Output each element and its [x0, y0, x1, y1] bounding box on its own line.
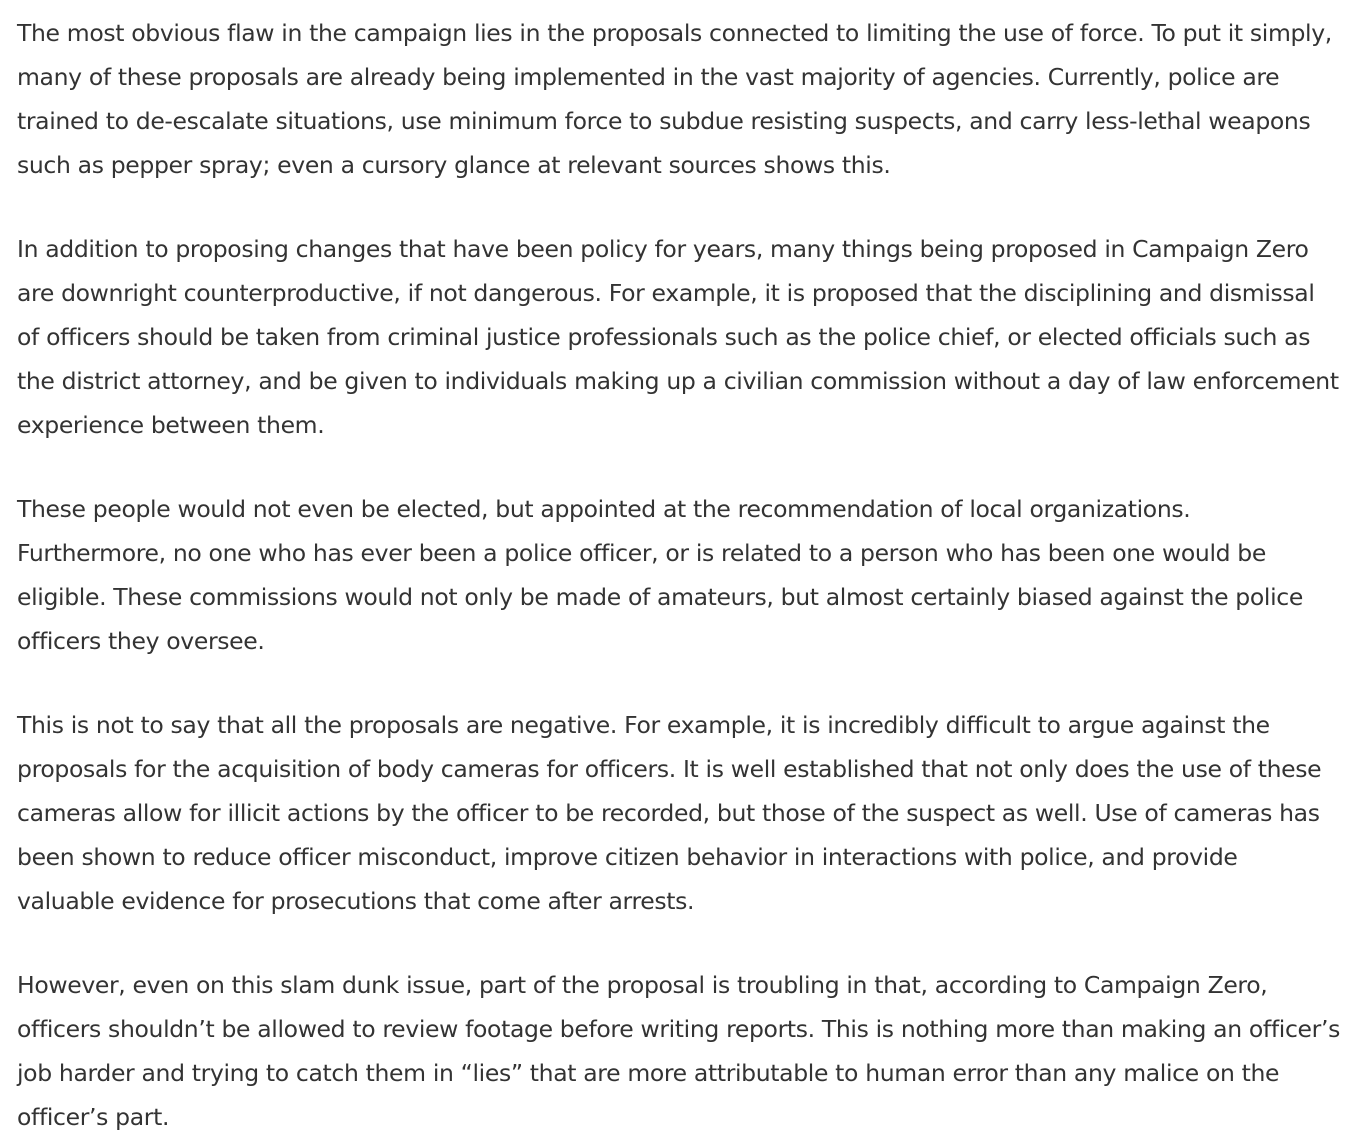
- paragraph-body-cameras: This is not to say that all the proposals are negative. For example, it is incredibly difficult to argue against the proposals for the acquisition of body cameras for officers. It is well established that not only does the use of these cameras allow for illicit actions by the officer to be recorded, but those of the suspect as well. Use of cameras has been shown to reduce officer misconduct, improve citizen behavior in interactions with police, and provide valuable evidence for prosecutions that come after arrests.: [17, 711, 1322, 915]
- paragraph-counterproductive-proposals: In addition to proposing changes that have been policy for years, many things being proposed in Campaign Zero are downright counterproductive, if not dangerous. For example, it is proposed that the disciplining and dismissal of officers should be taken from criminal justice professionals such as the police chief, or elected officials such as the district attorney, and be given to individuals making up a civilian commission without a day of law enforcement experience between them.: [17, 235, 1339, 439]
- paragraph-civilian-commissions: These people would not even be elected, but appointed at the recommendation of local organizations. Furthermore, no one who has ever been a police officer, or is related to a person who has been one would be eligible. These commissions would not only be made of amateurs, but almost certainly biased against the police officers they oversee.: [17, 495, 1303, 655]
- paragraph-footage-review: However, even on this slam dunk issue, part of the proposal is troubling in that, according to Campaign Zero, officers shouldn’t be allowed to review footage before writing reports. This is nothing more than making an officer’s job harder and trying to catch them in “lies” that are more attributable to human error than any malice on the officer’s part.: [17, 971, 1340, 1131]
- paragraph-use-of-force: The most obvious flaw in the campaign lies in the proposals connected to limiting the use of force. To put it simply, many of these proposals are already being implemented in the vast majority of agencies. Currently, police are trained to de-escalate situations, use minimum force to subdue resisting suspects, and carry less-lethal weapons such as pepper spray; even a cursory glance at relevant sources shows this.: [17, 19, 1332, 179]
